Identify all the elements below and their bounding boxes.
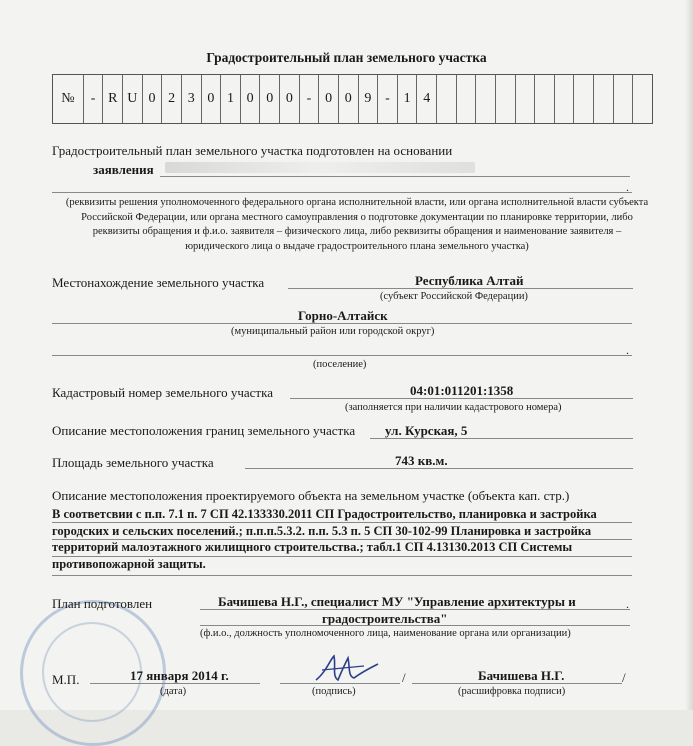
object-underline-1 <box>52 522 632 523</box>
redacted-applicant <box>165 162 475 173</box>
plan-number-cell: 0 <box>143 75 163 123</box>
settlement-underline <box>52 355 632 356</box>
prepared-line1: Бачишева Н.Г., специалист МУ "Управление архитектуры и <box>218 594 576 609</box>
plan-number-cell: - <box>84 75 104 123</box>
document-title: Градостроительный план земельного участка <box>206 50 487 65</box>
date-caption: (дата) <box>160 686 187 697</box>
plan-number-cell <box>516 75 536 123</box>
plan-number-cell: R <box>103 75 123 123</box>
signature-slash: / <box>402 670 406 685</box>
decoding-value: Бачишева Н.Г. <box>478 668 565 683</box>
basis-label: Градостроительный план земельного участка подготовлен на основании <box>52 143 453 158</box>
prepared-caption: (ф.и.о., должность уполномоченного лица, наименование органа или организации) <box>200 628 571 639</box>
boundaries-label: Описание местоположения границ земельного участка <box>52 423 356 438</box>
boundaries-underline <box>370 438 633 439</box>
date-value: 17 января 2014 г. <box>130 668 229 683</box>
signature-underline <box>280 683 400 684</box>
prepared-underline-1 <box>200 609 630 610</box>
area-label: Площадь земельного участка <box>52 455 214 470</box>
object-underline-2 <box>52 539 632 540</box>
plan-number-cell <box>476 75 496 123</box>
plan-number-cell: 1 <box>398 75 418 123</box>
date-underline <box>90 683 260 684</box>
location-subject: Республика Алтай <box>415 273 524 288</box>
municipality-underline <box>52 323 632 324</box>
settlement-caption: (поселение) <box>313 359 367 370</box>
plan-number-cell: 2 <box>162 75 182 123</box>
basis-value: заявления <box>93 162 154 177</box>
plan-number-cell: 0 <box>319 75 339 123</box>
page-edge-shadow <box>685 0 693 710</box>
plan-number-cell <box>496 75 516 123</box>
plan-number-cell: 0 <box>260 75 280 123</box>
plan-number-cell: - <box>378 75 398 123</box>
plan-number-cell: 4 <box>417 75 437 123</box>
plan-number-cell: 0 <box>280 75 300 123</box>
plan-number-cell: 9 <box>359 75 379 123</box>
plan-number-cell: U <box>123 75 143 123</box>
plan-number-cell: 0 <box>241 75 261 123</box>
object-underline-4 <box>52 575 632 576</box>
prepared-label: План подготовлен <box>52 596 153 611</box>
plan-number-cell <box>457 75 477 123</box>
plan-number-cell <box>555 75 575 123</box>
plan-number-cell <box>594 75 614 123</box>
municipality-caption: (муниципальный район или городской округ) <box>231 326 435 337</box>
subject-caption: (субъект Российской Федерации) <box>380 291 528 302</box>
plan-number-cell <box>535 75 555 123</box>
plan-number-table <box>52 74 653 124</box>
location-label: Местонахождение земельного участка <box>52 275 265 290</box>
plan-number-cell: № <box>53 75 84 123</box>
basis-underline <box>160 176 630 177</box>
signature-caption: (подпись) <box>312 686 356 697</box>
plan-number-cell: 1 <box>221 75 241 123</box>
plan-number-cell: 0 <box>339 75 359 123</box>
decoding-underline <box>412 683 622 684</box>
area-underline <box>245 468 633 469</box>
boundaries-value: ул. Курская, 5 <box>385 423 468 438</box>
basis-note: (реквизиты решения уполномоченного федерального органа исполнительной власти, или органа исполнительной власти субъекта Российской Федерации, или органа местного самоуправления о подготовке документации по планировке территории, либо реквизиты обращения и ф.и.о. заявителя – физического лица, либо реквизиты обращения и наименование заявителя – юридического лица о выдаче градостроительного плана земельного участка) <box>65 197 649 252</box>
document-page: Градостроительный план земельного участка № - R U 0 2 3 0 1 0 0 0 - 0 0 9 - 1 4 Градостроительный план земельного участка подготовлен на основании заявления . (реквизиты решения уполномоченного федерального органа исполнительной власти, или органа исполнительной власти субъекта Российской Федерации, или органа местного самоуправления о подготовке документации по планировке территории, либо реквизиты обращения и ф.и.о. заявителя – физического лица, либо реквизиты обращения и наименование заявителя – юридического лица о выдаче градостроительного плана земельного участка) Местонахождение земельного участка Республика Алтай (субъект Российской Федерации) Горно-Алтайск (муниципальный район или городской округ) . (поселение) Кадастровый номер земельного участка 04:01:011201:1358 (заполняется при наличии кадастрового номера) Описание местоположения границ земельного участка ул. Курская, 5 Площадь земельного участка 743 кв.м. Описание местоположения проектируемого объекта на земельном участке (объекта кап. стр.) В соответсвии с п.п. 7.1 п. 7 СП 42.133330.2011 СП Градостроительство, планировка и застройка городских и сельских поселений.; п.п.п.5.3.2. п.п. 5.3 п. 5 СП 30-102-99 Планировка и застройка территорий малоэтажного жилищного строительства.; табл.1 СП 4.13130.2013 СП Системы противопожарной защиты. План подготовлен Бачишева Н.Г., специалист МУ "Управление архитектуры и . градостроительства" (ф.и.о., должность уполномоченного лица, наименование органа или организации) М.П. 17 января 2014 г. (дата) (подпись) / Бачишева Н.Г. / (расшифровка подписи) <box>0 0 693 710</box>
area-value: 743 кв.м. <box>395 453 448 468</box>
plan-number-cell <box>437 75 457 123</box>
plan-number-cell: 0 <box>202 75 222 123</box>
subject-underline <box>288 288 633 289</box>
object-label: Описание местоположения проектируемого объекта на земельном участке (объекта кап. стр.) <box>52 488 570 503</box>
plan-number-cell <box>614 75 634 123</box>
plan-number-cell <box>633 75 652 123</box>
object-description: В соответсвии с п.п. 7.1 п. 7 СП 42.133330.2011 СП Градостроительство, планировка и застройка городских и сельских поселений.; п.п.п.5.3.2. п.п. 5.3 п. 5 СП 30-102-99 Планировка и застройка территорий малоэтажного жилищного строительства.; табл.1 СП 4.13130.2013 СП Системы противопожарной защиты. <box>52 507 597 571</box>
cadastral-value: 04:01:011201:1358 <box>410 383 514 398</box>
plan-number-cell: 3 <box>182 75 202 123</box>
cadastral-label: Кадастровый номер земельного участка <box>52 385 273 400</box>
plan-number-cell: - <box>300 75 320 123</box>
mp-label: М.П. <box>52 672 80 687</box>
cadastral-caption: (заполняется при наличии кадастрового номера) <box>345 402 562 413</box>
cadastral-underline <box>290 398 633 399</box>
object-underline-3 <box>52 556 632 557</box>
location-municipality: Горно-Алтайск <box>298 308 388 323</box>
prepared-line2: градостроительства" <box>322 611 448 626</box>
plan-number-cell <box>574 75 594 123</box>
decoding-caption: (расшифровка подписи) <box>458 686 566 697</box>
basis-underline-2 <box>52 192 632 193</box>
prepared-underline-2 <box>200 625 630 626</box>
